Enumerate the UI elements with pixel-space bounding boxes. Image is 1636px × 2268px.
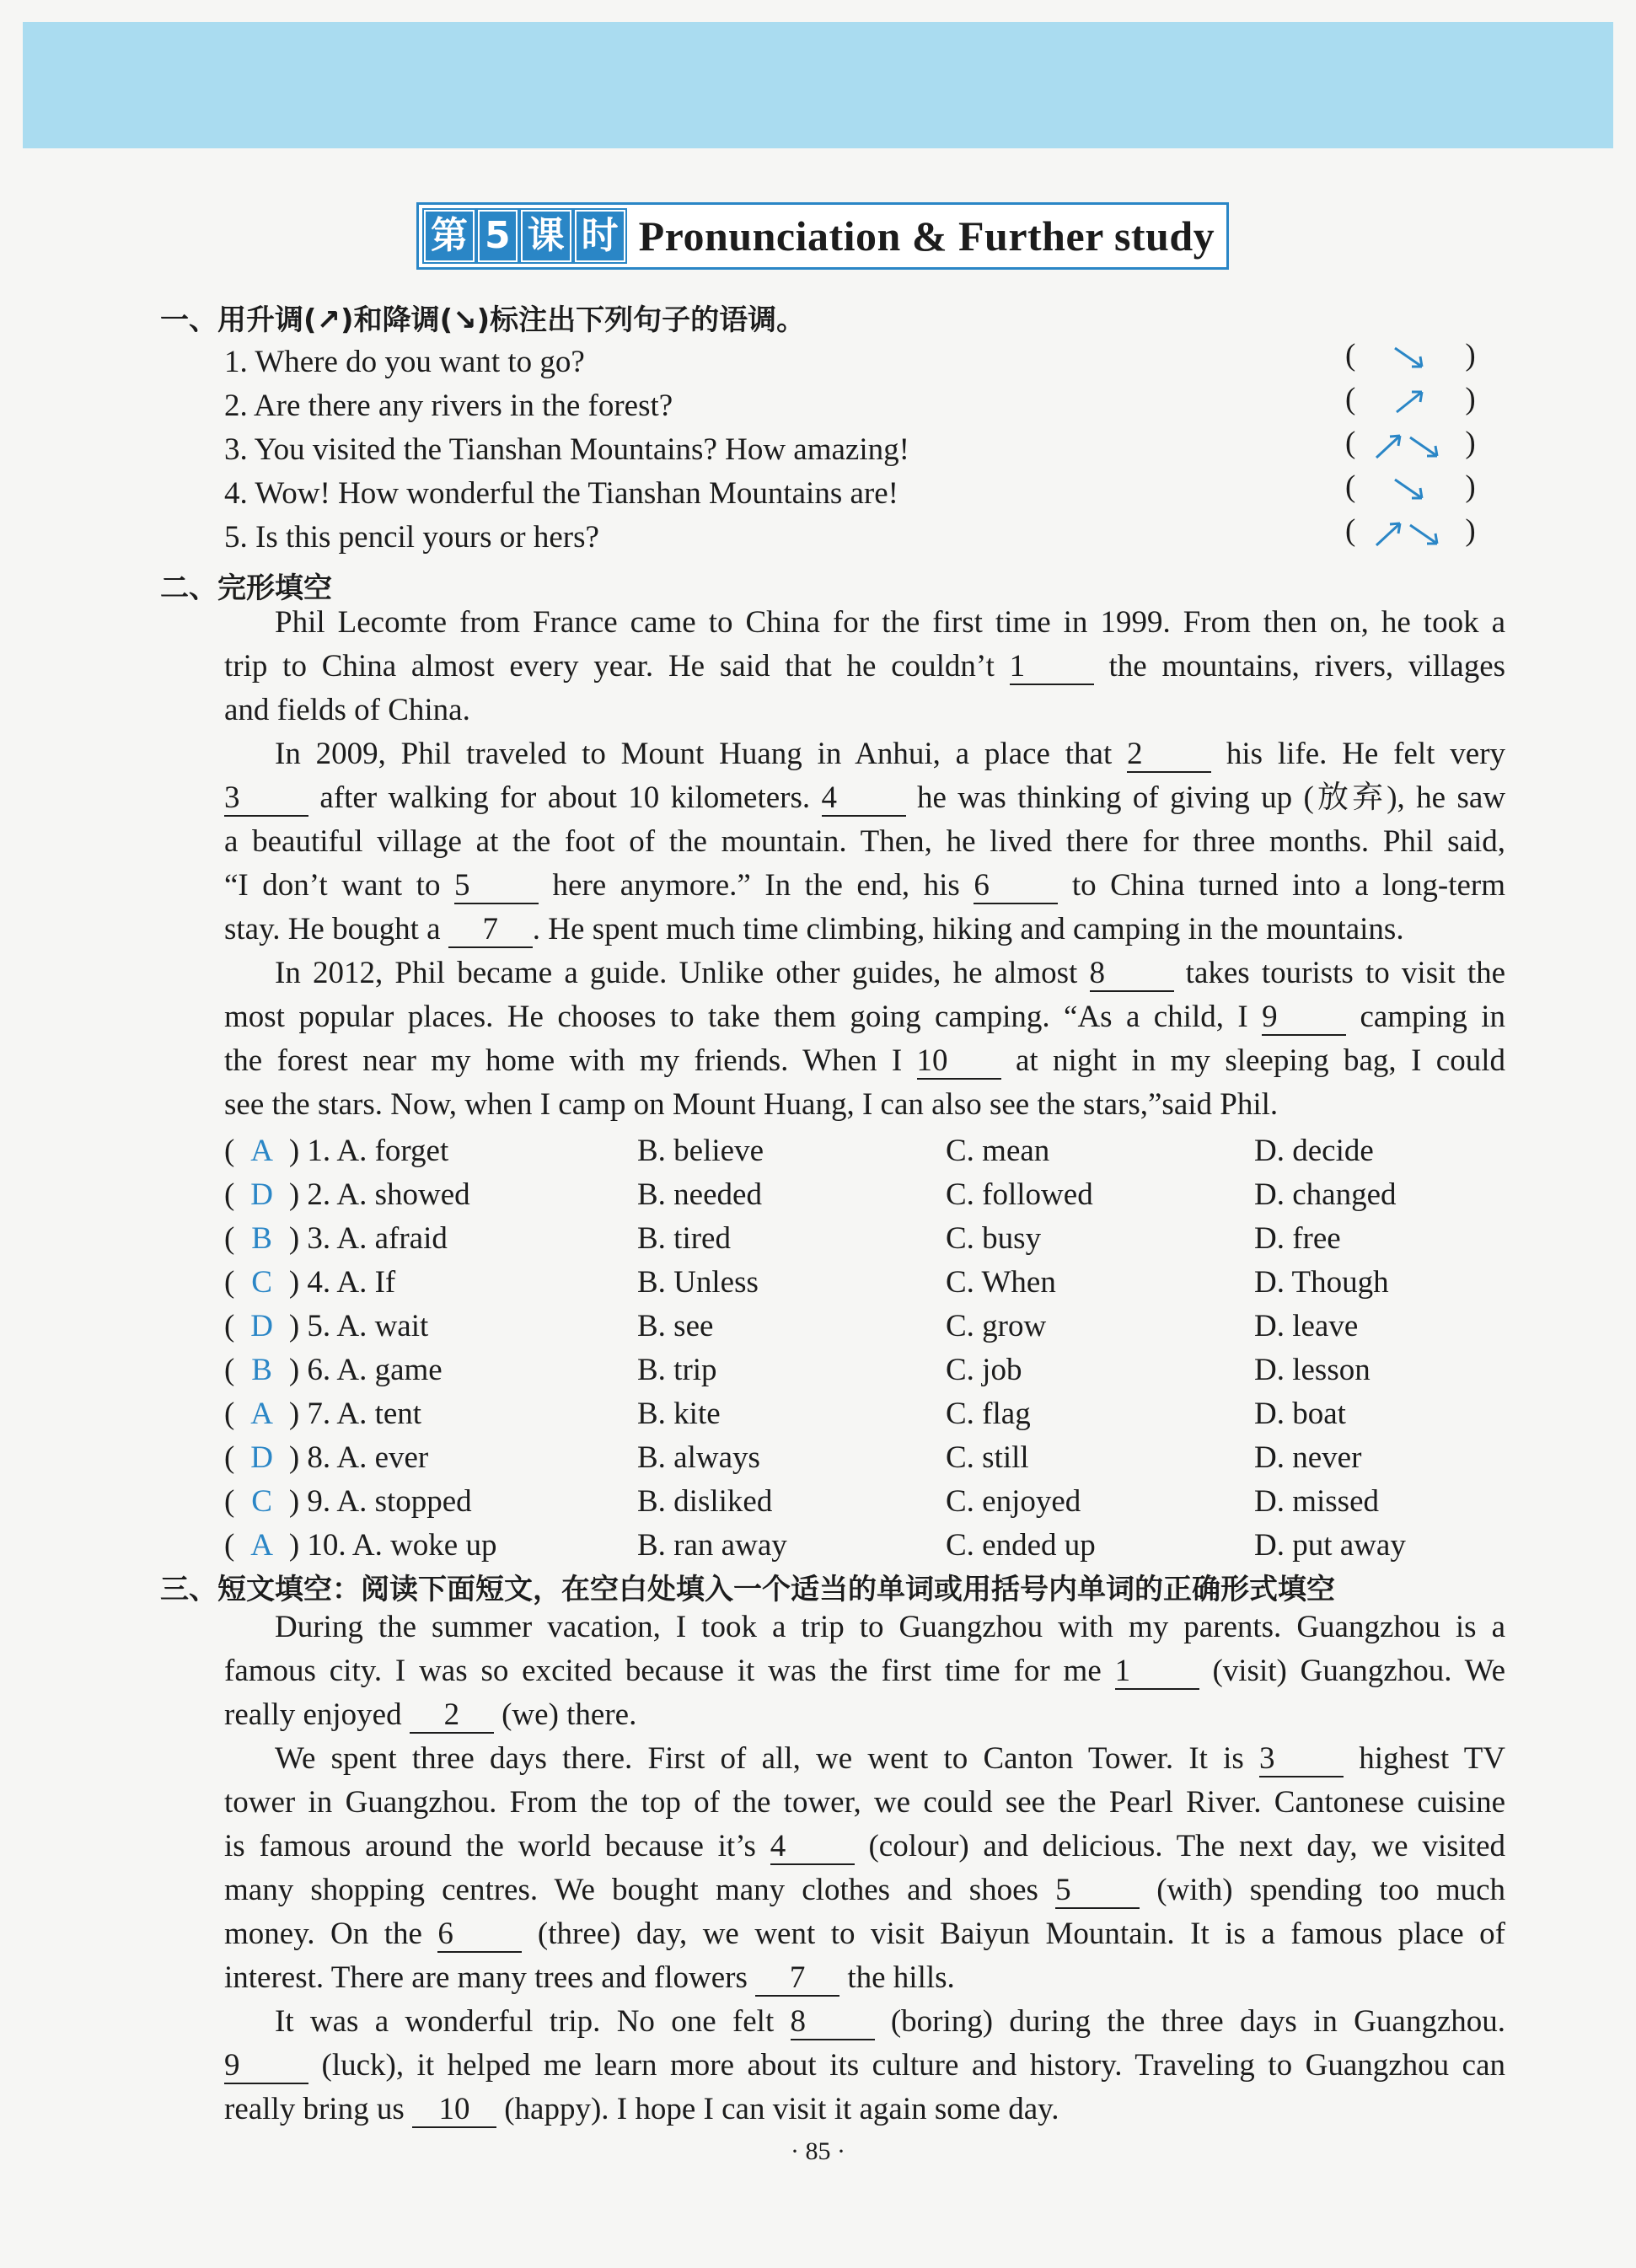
rising-arrow-icon bbox=[1385, 385, 1435, 419]
intonation-item-3: 3. You visited the Tianshan Mountains? How amazing! bbox=[224, 432, 909, 467]
cloze-line: In 2012, Phil became a guide. Unlike other guides, he almost 8 takes tourists to visit the bbox=[275, 956, 1506, 990]
cloze-line: trip to China almost every year. He said that he couldn’t 1 the mountains, rivers, villages bbox=[224, 649, 1506, 684]
lesson-title-text: Pronunciation & Further study bbox=[638, 212, 1215, 260]
intonation-answer-3: ( ) bbox=[1345, 425, 1476, 463]
falling-arrow-icon bbox=[1385, 473, 1435, 507]
intonation-item-2: 2. Are there any rivers in the forest? bbox=[224, 389, 673, 423]
cloze-line: see the stars. Now, when I camp on Mount Huang, I can also see the stars,”said Phil. bbox=[224, 1087, 1279, 1122]
intonation-answer-2: ( ) bbox=[1345, 381, 1476, 419]
answer-letter: A bbox=[250, 1134, 273, 1168]
cloze-line: stay. He bought a 7 . He spent much time climbing, hiking and camping in the mountains. bbox=[224, 912, 1404, 946]
blank: 2 bbox=[1127, 738, 1211, 773]
falling-arrow-icon bbox=[1385, 341, 1435, 375]
passage-line: During the summer vacation, I took a trip to Guangzhou with my parents. Guangzhou is a bbox=[275, 1610, 1505, 1644]
section2-heading: 二、完形填空 bbox=[160, 571, 332, 605]
passage-line: really enjoyed 2 (we) there. bbox=[224, 1697, 637, 1732]
passage-line: famous city. I was so excited because it was the first time for me 1 (visit) Guangzhou. We bbox=[224, 1654, 1506, 1688]
cloze-line: 3 after walking for about 10 kilometers. 4 he was thinking of giving up (放弃), he saw bbox=[224, 780, 1506, 815]
lesson-title bbox=[416, 202, 1229, 270]
blank: 7 bbox=[448, 914, 533, 948]
answer-letter: C bbox=[251, 1265, 272, 1300]
blank: 4 bbox=[822, 782, 906, 817]
intonation-answer-5: ( ) bbox=[1345, 512, 1476, 550]
intonation-answer-1: ( ) bbox=[1345, 337, 1476, 375]
blank: 9 bbox=[1262, 1001, 1346, 1036]
page-number: · 85 · bbox=[791, 2137, 845, 2165]
passage-line: many shopping centres. We bought many clothes and shoes 5 (with) spending too much bbox=[224, 1873, 1506, 1907]
blank: 5 bbox=[1055, 1874, 1140, 1909]
answer-letter: D bbox=[250, 1309, 273, 1343]
answer-letter: B bbox=[251, 1353, 272, 1387]
blank: 8 bbox=[1090, 957, 1174, 992]
blank: 5 bbox=[454, 870, 539, 904]
cloze-line: “I don’t want to 5 here anymore.” In the end, his 6 to China turned into a long-term bbox=[224, 868, 1506, 903]
lesson-box-char: 课 bbox=[521, 210, 571, 262]
intonation-item-5: 5. Is this pencil yours or hers? bbox=[224, 520, 599, 555]
answer-letter: A bbox=[250, 1528, 273, 1563]
intonation-item-1: 1. Where do you want to go? bbox=[224, 345, 585, 379]
passage-line: It was a wonderful trip. No one felt 8 (boring) during the three days in Guangzhou. bbox=[275, 2004, 1505, 2039]
cloze-line: and fields of China. bbox=[224, 693, 470, 727]
blank: 1 bbox=[1010, 651, 1094, 685]
blank: 1 bbox=[1115, 1655, 1199, 1690]
blank: 4 bbox=[770, 1831, 855, 1865]
answer-letter: D bbox=[250, 1177, 273, 1212]
lesson-box-char: 第 bbox=[424, 210, 475, 262]
passage-line: money. On the 6 (three) day, we went to visit Baiyun Mountain. It is a famous place of bbox=[224, 1917, 1506, 1951]
blank: 3 bbox=[224, 782, 308, 817]
blank: 10 bbox=[917, 1045, 1001, 1080]
answer-letter: D bbox=[250, 1440, 273, 1475]
cloze-line: Phil Lecomte from France came to China for the first time in 1999. From then on, he took a bbox=[275, 605, 1505, 640]
passage-line: We spent three days there. First of all, we went to Canton Tower. It is 3 highest TV bbox=[275, 1741, 1506, 1776]
intonation-item-4: 4. Wow! How wonderful the Tianshan Mountains are! bbox=[224, 476, 898, 511]
intonation-answer-4: ( ) bbox=[1345, 469, 1476, 507]
answer-letter: B bbox=[251, 1221, 272, 1256]
blank: 8 bbox=[791, 2006, 875, 2040]
cloze-line: a beautiful village at the foot of the mountain. Then, he lived there for three months. Phil said, bbox=[224, 824, 1505, 859]
lesson-box-char: 时 bbox=[575, 210, 625, 262]
rising-falling-arrow-icon bbox=[1368, 429, 1452, 463]
blank: 2 bbox=[410, 1699, 494, 1734]
blank: 9 bbox=[224, 2050, 308, 2084]
header-band bbox=[23, 22, 1613, 148]
passage-line: tower in Guangzhou. From the top of the tower, we could see the Pearl River. Cantonese cuisine bbox=[224, 1785, 1505, 1820]
rising-falling-arrow-icon bbox=[1368, 517, 1452, 550]
cloze-line: most popular places. He chooses to take them going camping. “As a child, I 9 camping in bbox=[224, 1000, 1505, 1034]
blank: 6 bbox=[974, 870, 1058, 904]
section1-heading: 一、用升调(↗)和降调(↘)标注出下列句子的语调。 bbox=[160, 303, 806, 337]
blank: 7 bbox=[755, 1962, 839, 1997]
lesson-number: 5 bbox=[478, 210, 518, 262]
cloze-line: the forest near my home with my friends. When I 10 at night in my sleeping bag, I could bbox=[224, 1043, 1505, 1078]
passage-line: 9 (luck), it helped me learn more about its culture and history. Traveling to Guangzhou can bbox=[224, 2048, 1506, 2083]
answer-letter: C bbox=[251, 1484, 272, 1519]
blank: 3 bbox=[1259, 1743, 1344, 1777]
passage-line: interest. There are many trees and flowers 7 the hills. bbox=[224, 1960, 955, 1995]
section3-heading: 三、短文填空：阅读下面短文，在空白处填入一个适当的单词或用括号内单词的正确形式填空 bbox=[160, 1573, 1335, 1606]
answer-letter: A bbox=[250, 1397, 273, 1431]
blank: 10 bbox=[412, 2094, 496, 2128]
passage-line: is famous around the world because it’s 4 (colour) and delicious. The next day, we visited bbox=[224, 1829, 1506, 1863]
cloze-line: In 2009, Phil traveled to Mount Huang in Anhui, a place that 2 his life. He felt very bbox=[275, 737, 1506, 771]
blank: 6 bbox=[437, 1918, 522, 1953]
passage-line: really bring us 10 (happy). I hope I can visit it again some day. bbox=[224, 2092, 1059, 2126]
